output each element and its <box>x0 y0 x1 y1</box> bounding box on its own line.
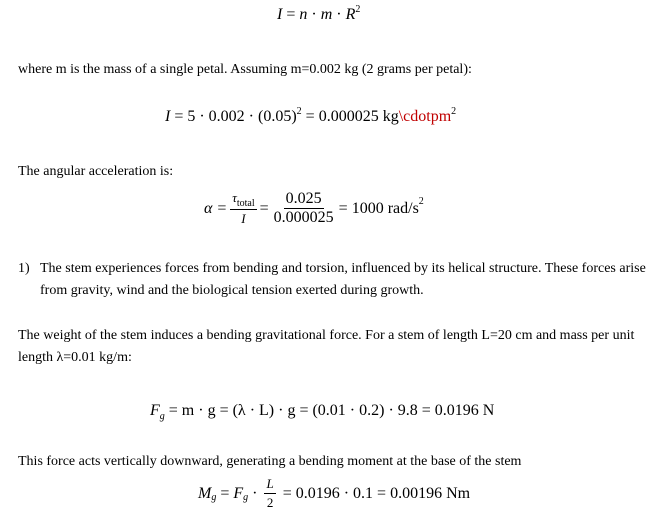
equation-bending-moment <box>198 476 470 511</box>
eq1-exponent: 2 <box>355 4 361 15</box>
eq5-fraction <box>264 476 275 511</box>
eq5-num: L <box>264 476 275 494</box>
eq5-M: M <box>198 484 212 502</box>
eq3-fraction-symbolic <box>230 190 256 227</box>
paragraph-bending-moment: This force acts vertically downward, generating a bending moment at the base of the stem <box>18 454 522 469</box>
list-item-number: 1) <box>18 261 30 276</box>
eq1-dot: · <box>311 6 317 23</box>
equation-moment-of-inertia <box>277 6 360 24</box>
eq1-n: n <box>299 6 308 23</box>
eq2-rhs-a: = 5 · 0.002 · (0.05) <box>174 108 297 125</box>
list-item <box>18 258 648 302</box>
eq5-F: F <box>233 484 244 502</box>
eq1-dot2: · <box>336 6 342 23</box>
eq2-exponent: 2 <box>296 106 302 117</box>
eq2-exponent2: 2 <box>451 106 457 117</box>
list-item-text: The stem experiences forces from bending and torsion, influenced by its helical structure. These forces arise from gravity, wind and the biological tension exerted during growth. <box>40 261 646 298</box>
eq5-rhs: = 0.0196 · 0.1 = 0.00196 Nm <box>278 484 471 502</box>
eq3-rhs: = 1000 rad/s <box>338 199 419 217</box>
eq2-error-macro: \cdotpm <box>398 108 452 125</box>
eq5-equals: = <box>216 484 234 502</box>
eq5-msub: g <box>211 492 217 503</box>
eq3-tau-sub: total <box>236 198 255 209</box>
paragraph-stem-weight: The weight of the stem induces a bending gravitational force. For a stem of length L=20 cm and mass per unit length λ=0.01 kg/m: <box>18 328 635 365</box>
eq3-exponent: 2 <box>418 196 424 207</box>
eq4-sub: g <box>159 411 165 422</box>
paragraph-mass-assumption: where m is the mass of a single petal. Assuming m=0.002 kg (2 grams per petal): <box>18 62 472 77</box>
equation-inertia-value <box>165 108 456 126</box>
eq1-m: m <box>320 6 333 23</box>
eq5-fsub: g <box>243 492 249 503</box>
eq3-fraction-numeric <box>272 191 336 226</box>
eq3-den1: I <box>241 211 246 226</box>
eq5-den: 2 <box>266 495 274 510</box>
eq2-lhs: I <box>165 108 171 125</box>
eq3-tau: τ <box>232 190 237 205</box>
eq3-equals: = <box>259 199 269 217</box>
eq1-equals: = <box>286 6 296 23</box>
eq1-R: R <box>345 6 356 23</box>
eq1-lhs: I <box>277 6 283 23</box>
eq3-num2: 0.025 <box>285 190 322 207</box>
eq3-den2: 0.000025 <box>273 209 334 226</box>
eq2-rhs-b: = 0.000025 kg <box>301 108 399 125</box>
equation-gravitational-force <box>150 402 494 420</box>
eq4-F: F <box>150 402 160 419</box>
paragraph-angular-acceleration: The angular acceleration is: <box>18 164 174 179</box>
eq3-lhs: α = <box>204 199 228 217</box>
eq5-dot: · <box>248 484 262 502</box>
eq4-rhs: = m · g = (λ · L) · g = (0.01 · 0.2) · 9.8 = 0.0196 N <box>164 402 495 419</box>
equation-angular-acceleration <box>204 190 424 227</box>
